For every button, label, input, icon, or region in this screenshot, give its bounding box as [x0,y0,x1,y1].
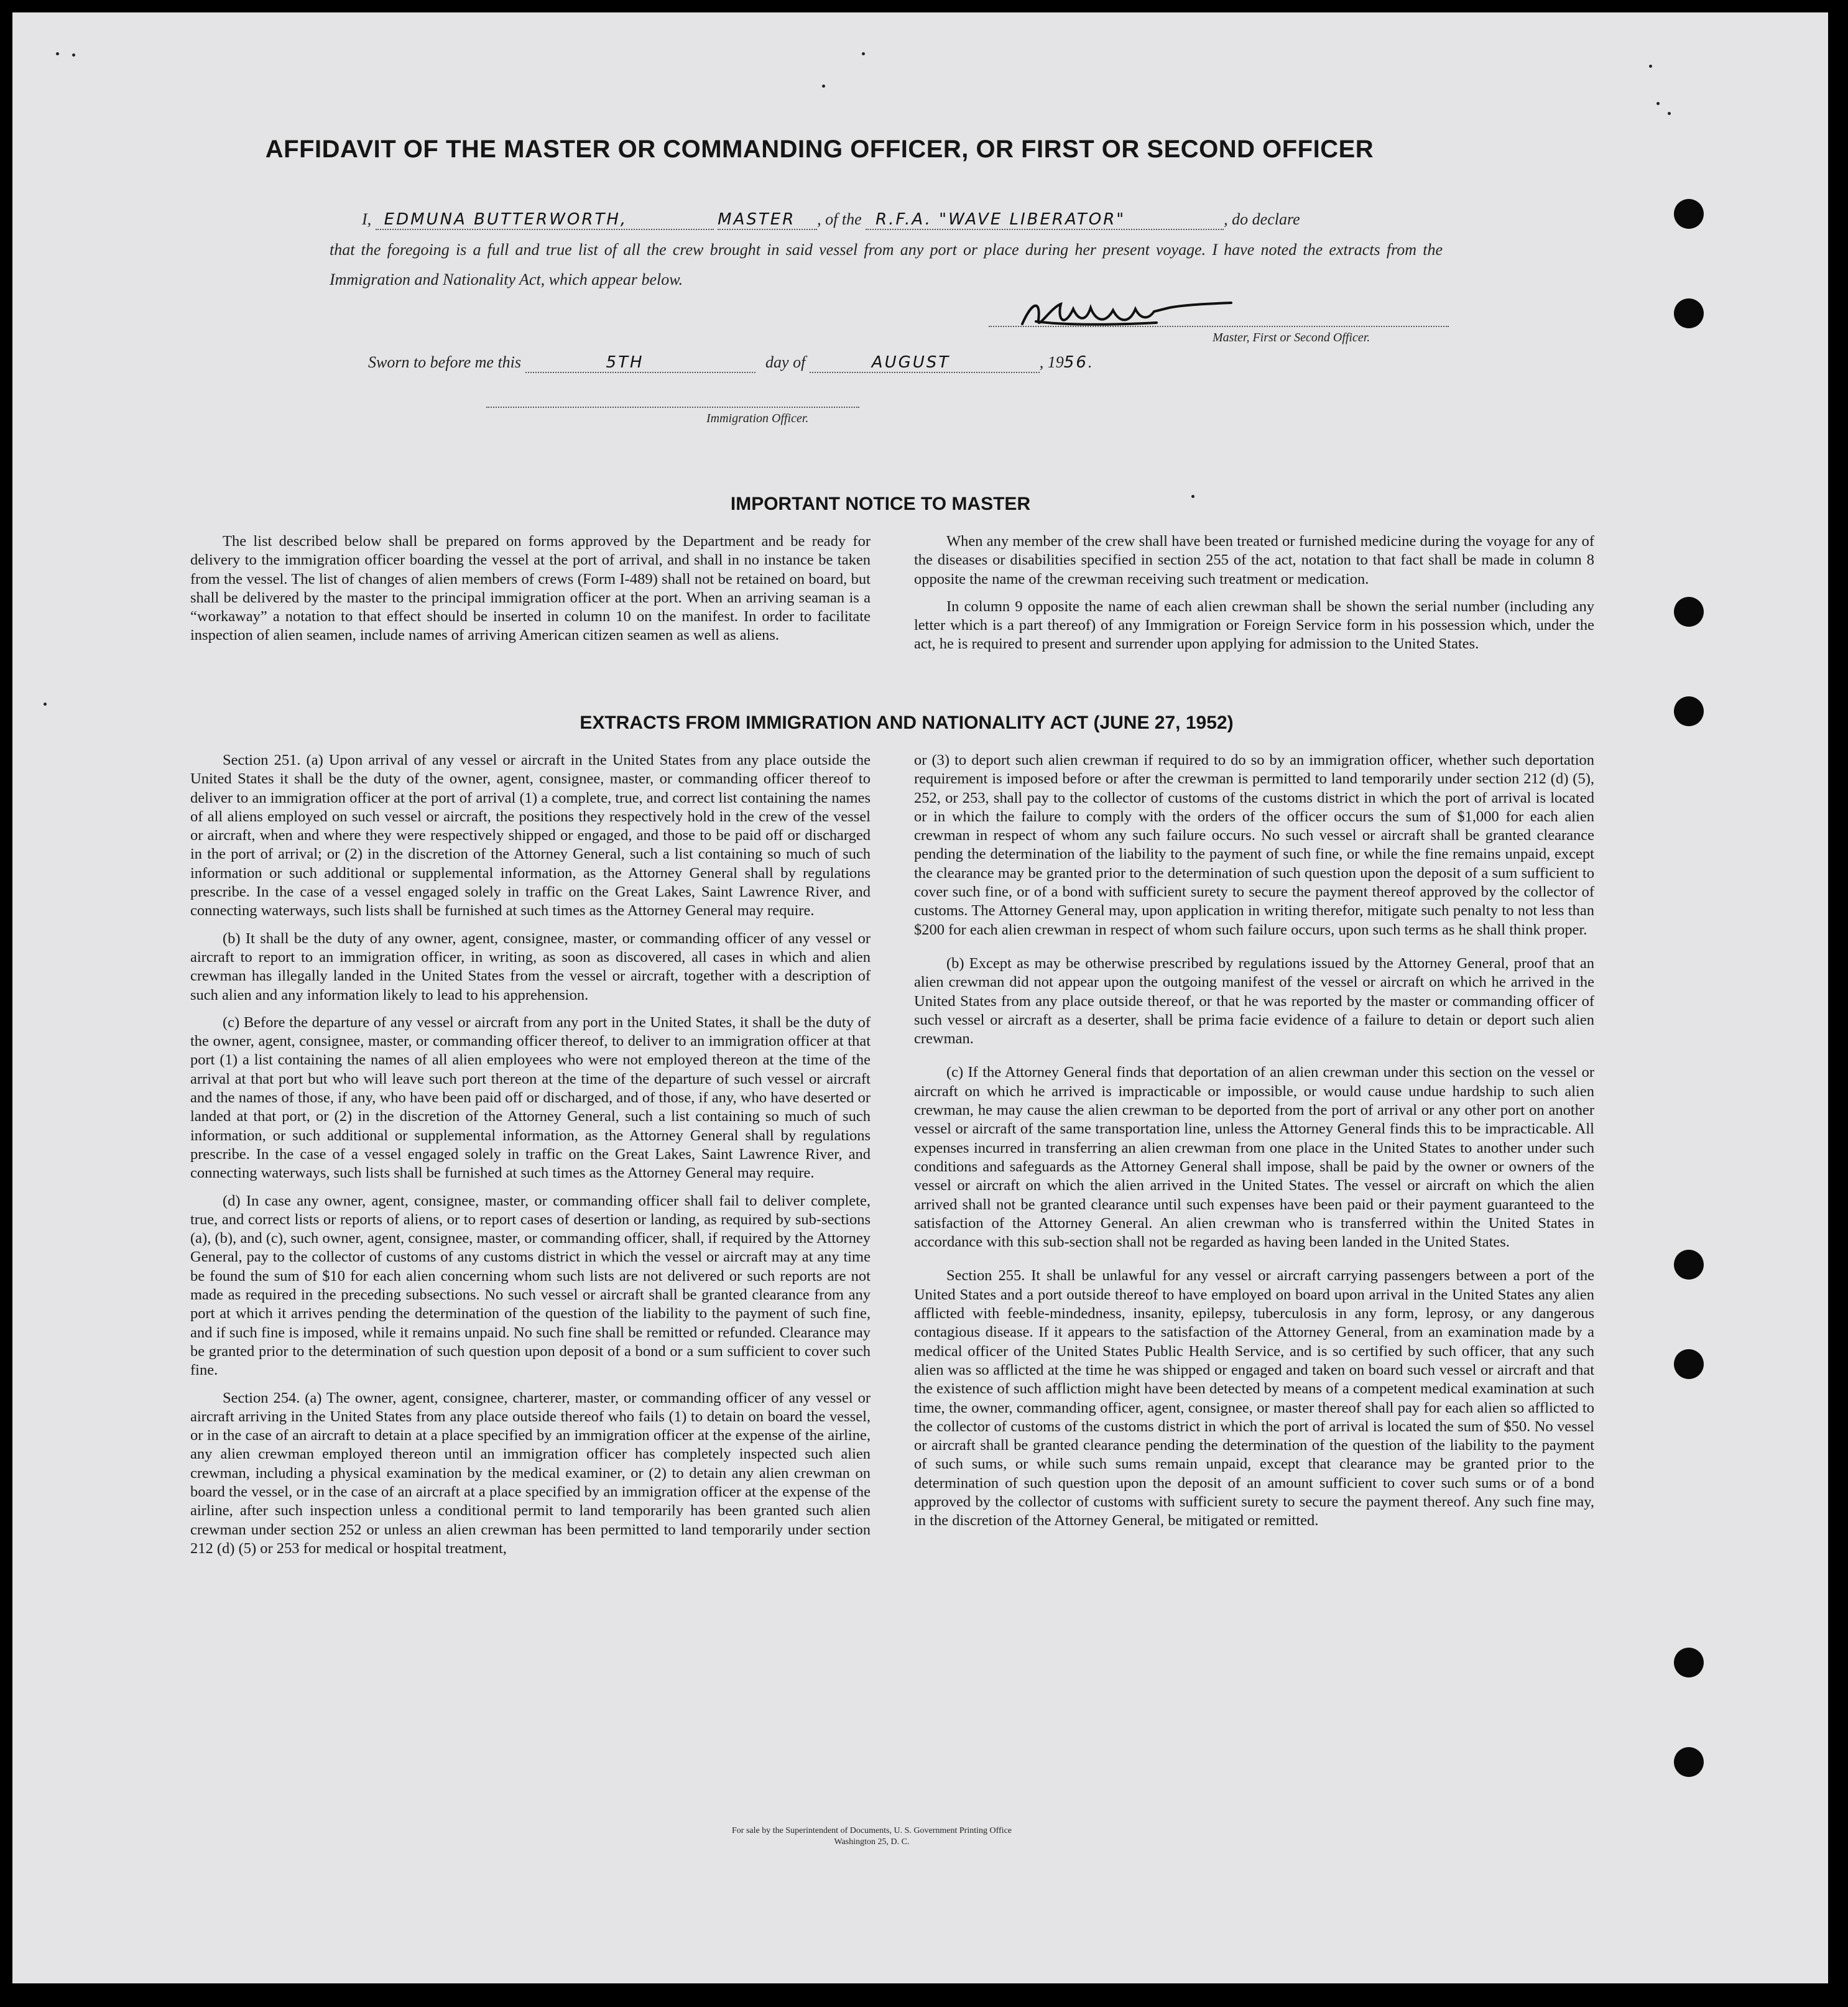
sworn-line: Sworn to before me this 5TH day of AUGUST , 1956. [368,353,1093,372]
notice-title: IMPORTANT NOTICE TO MASTER [730,494,1031,514]
speck [44,703,47,706]
sworn-month-field: AUGUST [810,353,1040,373]
binder-hole [1674,1747,1704,1777]
rank-field: MASTER [718,210,817,230]
extract-paragraph: or (3) to deport such alien crewman if required to do so by an immigration officer, whether such deportation requirement is imposed before or after the crewman is permitted to land temporarily under section 212 (d) (5), 252, or 253, shall pay to the collector of customs of the customs district in which the port of arrival is located or in which the failure to comply with the orders of the officer occurs the sum of $1,000 for each alien crewman in respect of whom any such failure occurs. No such vessel or aircraft shall be granted clearance pending the determination of the liability to the payment of such fine, or while the fine remains unpaid, except the clearance may be granted prior to the determination of such question upon the deposit of a sum sufficient to cover such fine, or of a bond with sufficient surety to secure the payment thereof approved by the collector of customs. The Attorney General may, upon application in writing therefor, mitigate such penalty to not less than $200 for each alien crewman in respect of whom such failure occurs, upon such terms as he shall think proper. [914,752,1594,938]
notice-paragraph: When any member of the crew shall have been treated or furnished medicine during the voyage for any of the diseases or disabilities specified in section 255 of the act, notation to that fact shall be made in column 8 opposite the name of the crewman receiving such treatment or medication. [914,533,1594,588]
extracts-left-column [190,751,871,1567]
speck [1668,112,1671,115]
binder-hole [1674,597,1704,627]
extract-paragraph: Section 254. (a) The owner, agent, consignee, charterer, master, or commanding officer of any vessel or aircraft arriving in the United States from any place outside thereof who fails (1) to detain on board the vessel, or in the case of an aircraft to detain at a place specified by an immigration officer at the expense of the airline, any alien crewman employed thereon until an immigration officer has completely inspected such alien crewman, including a physical examination by the medical examiner, or (2) to detain any alien crewman on board the vessel, or in the case of an aircraft at a place specified by an immigration officer at the expense of the airline, after such inspection unless a conditional permit to land temporarily has been granted such alien crewman under section 252 or unless an alien crewman has been permitted to land temporarily under section 212 (d) (5) or 253 for medical or hospital treatment, [190,1389,871,1557]
year-prefix: , 19 [1039,353,1064,371]
extracts-right-column [914,751,1594,1539]
sworn-prefix: Sworn to before me this [368,353,522,371]
declaration-line [362,210,1300,230]
extracts-title: EXTRACTS FROM IMMIGRATION AND NATIONALITY ACT (JUNE 27, 1952) [580,713,1234,733]
master-signature [1014,295,1237,339]
do-declare-text: , do declare [1224,210,1300,228]
speck [1649,65,1652,68]
binder-hole [1674,298,1704,328]
binder-hole [1674,199,1704,229]
extract-paragraph: (b) Except as may be otherwise prescribed by regulations issued by the Attorney General, proof that an alien crewman did not appear upon the outgoing manifest of the vessel or aircraft on which he arrived in the United States from any place outside thereof, or that he was reported by the master or commanding officer of such vessel or aircraft as a deserter, shall be prima facie evidence of a failure to detain or deport such alien crewman. [914,954,1594,1048]
signature-line [989,326,1449,327]
declaration-body: that the foregoing is a full and true list of all the crew brought in said vessel from any port or place during her present voyage. I have noted the extracts from the Immigration and Nationality Act, which appear below. [330,241,1443,288]
signature-caption: Master, First or Second Officer. [1213,331,1370,344]
speck [56,52,59,55]
extract-paragraph: Section 251. (a) Upon arrival of any vessel or aircraft in the United States from any place outside the United States it shall be the duty of the owner, agent, consignee, master, or commanding officer thereof to deliver to an immigration officer at the port of arrival (1) a complete, true, and correct list containing the names of all aliens employed on such vessel or aircraft, the positions they respectively hold in the crew of the vessel or aircraft, when and where they were respectively shipped or engaged, and those to be paid off or discharged in the port of arrival; or (2) in the discretion of the Attorney General, such a list containing so much of such information or such additional or supplemental information, as the Attorney General shall by regulations prescribe. In the case of a vessel engaged solely in traffic on the Great Lakes, Saint Lawrence River, and connecting waterways, such lists shall be furnished at such times as the Attorney General may require. [190,752,871,920]
extract-paragraph: (b) It shall be the duty of any owner, agent, consignee, master, or commanding officer of any vessel or aircraft to report to an immigration officer, in writing, as soon as discovered, all cases in which and alien crewman has illegally landed in the United States from the vessel or aircraft, together with a description of such alien and any information likely to lead to his apprehension. [190,930,871,1004]
affidavit-title: AFFIDAVIT OF THE MASTER OR COMMANDING OFFICER, OR FIRST OR SECOND OFFICER [265,136,1374,163]
notice-right-column [914,532,1594,663]
speck [1656,102,1660,105]
footer-line-2: Washington 25, D. C. [834,1837,910,1847]
printing-office-footer [12,1825,1780,1848]
speck [862,52,865,55]
extract-paragraph: Section 255. It shall be unlawful for any vessel or aircraft carrying passengers between a port of the United States and a port outside thereof to have employed on board upon arrival in the United States any alien afflicted with feeble-mindedness, insanity, epilepsy, tuberculosis in any form, leprosy, or any dangerous contagious disease. If it appears to the satisfaction of the Attorney General, from an examination made by a medical officer of the United States Public Health Service, and is so certified by such officer, that any such alien was so afflicted at the time he was shipped or engaged and taken on board such vessel or aircraft and that the existence of such affliction might have been detected by means of a competent medical examination at such time, the owner, commanding officer, agent, consignee, or master thereof shall pay for each alien so afflicted to the collector of customs of the customs district in which the port of arrival is located the sum of $50. No vessel or aircraft shall be granted clearance pending the determination of the question of the liability to the payment of such sums, or while such sums remain unpaid, except that clearance may be granted prior to the determination of such question upon the deposit of an amount sufficient to cover such sums or of a bond approved by the collector of customs with sufficient surety to secure the payment thereof. Any such fine may, in the discretion of the Attorney General, be mitigated or remitted. [914,1267,1594,1529]
immigration-officer-caption: Immigration Officer. [706,412,809,425]
notice-paragraph: The list described below shall be prepared on forms approved by the Department and be ready for delivery to the immigration officer boarding the vessel at the port of arrival, and shall in no instance be taken from the vessel. The list of changes of alien members of crews (Form I-489) shall not be retained on board, but shall be delivered by the master to the principal immigration officer at the port. When an arriving seaman is a “workaway” a notation to that effect should be inserted in column 10 on the manifest. In order to facilitate inspection of alien seamen, include names of arriving American citizen seamen as well as aliens. [190,533,871,644]
sworn-day-field: 5TH [525,353,755,373]
extract-paragraph: (c) Before the departure of any vessel or aircraft from any port in the United States, it shall be the duty of the owner, agent, consignee, master, or commanding officer thereof, to deliver to an immigration officer at that port (1) a list containing the names of all alien employees who were not employed thereon at the time of the arrival at that port but who will leave such port thereon at the time of the departure of such vessel or aircraft and the names of those, if any, who have been paid off or discharged, and of those, if any, who have deserted or landed at that port, or (2) in the discretion of the Attorney General, such a list containing so much of such information, or such additional or supplemental information, as the Attorney General shall by regulations prescribe. In the case of a vessel engaged solely in traffic on the Great Lakes, Saint Lawrence River, and connecting waterways, such lists shall be furnished at such times as the Attorney General may require. [190,1013,871,1182]
master-name-field: EDMUNA BUTTERWORTH, [376,210,714,230]
speck [72,53,75,57]
binder-hole [1674,1648,1704,1677]
notice-paragraph: In column 9 opposite the name of each alien crewman shall be shown the serial number (including any letter which is a part thereof) of any Immigration or Foreign Service form in his possession which, under the act, he is required to present and surrender upon applying for admission to the United States. [914,597,1594,653]
sworn-year-field: 56 [1063,353,1088,372]
day-of-text: day of [765,353,806,371]
vessel-name-field: R.F.A. "WAVE LIBERATOR" [866,210,1224,230]
notice-left-column [190,532,871,654]
immigration-officer-line [486,407,859,408]
document-page [12,12,1828,1983]
extract-paragraph: (c) If the Attorney General finds that deportation of an alien crewman under this section on the vessel or aircraft on which he arrived is impracticable or impossible, or would cause undue hardship to such alien crewman, he may cause the alien crewman to be deported from the port of arrival or any other port on another vessel or aircraft of the same transportation line, unless the Attorney General finds this to be impracticable. All expenses incurred in transferring an alien crewman from one place in the United States to another under such conditions and safeguards as the Attorney General shall impose, shall be paid by the owner or owners of the vessel or aircraft on which the alien arrived in the United States. The vessel or aircraft on which the alien arrived shall not be granted clearance until such expenses have been paid or their payment guaranteed to the satisfaction of the Attorney General. An alien crewman who is transferred within the United States in accordance with this sub-section shall not be regarded as having been landed in the United States. [914,1064,1594,1251]
binder-hole [1674,1349,1704,1379]
declaration-prefix: I, [362,210,372,228]
footer-line-1: For sale by the Superintendent of Documents, U. S. Government Printing Office [732,1826,1012,1835]
extract-paragraph: (d) In case any owner, agent, consignee, master, or commanding officer shall fail to deliver complete, true, and correct lists or reports of aliens, or to report cases of desertion or landing, as required by sub-sections (a), (b), and (c), such owner, agent, consignee, master, or commanding officer, shall, if required by the Attorney General, pay to the collector of customs of any customs district in which the vessel or aircraft may at any time be found the sum of $10 for each alien concerning whom such lists are not delivered or such reports are not made as required in the preceding subsections. No such vessel or aircraft shall be granted clearance from any port at which it arrives pending the determination of the question of the liability to the payment of such fine, and if such fine is imposed, while it remains unpaid. No such fine shall be remitted or refunded. Clearance may be granted prior to the determination of such question upon deposit of a bond or a sum sufficient to cover such fine. [190,1192,871,1379]
speck [822,85,825,88]
binder-hole [1674,1250,1704,1280]
of-the-text: , of the [817,210,862,228]
